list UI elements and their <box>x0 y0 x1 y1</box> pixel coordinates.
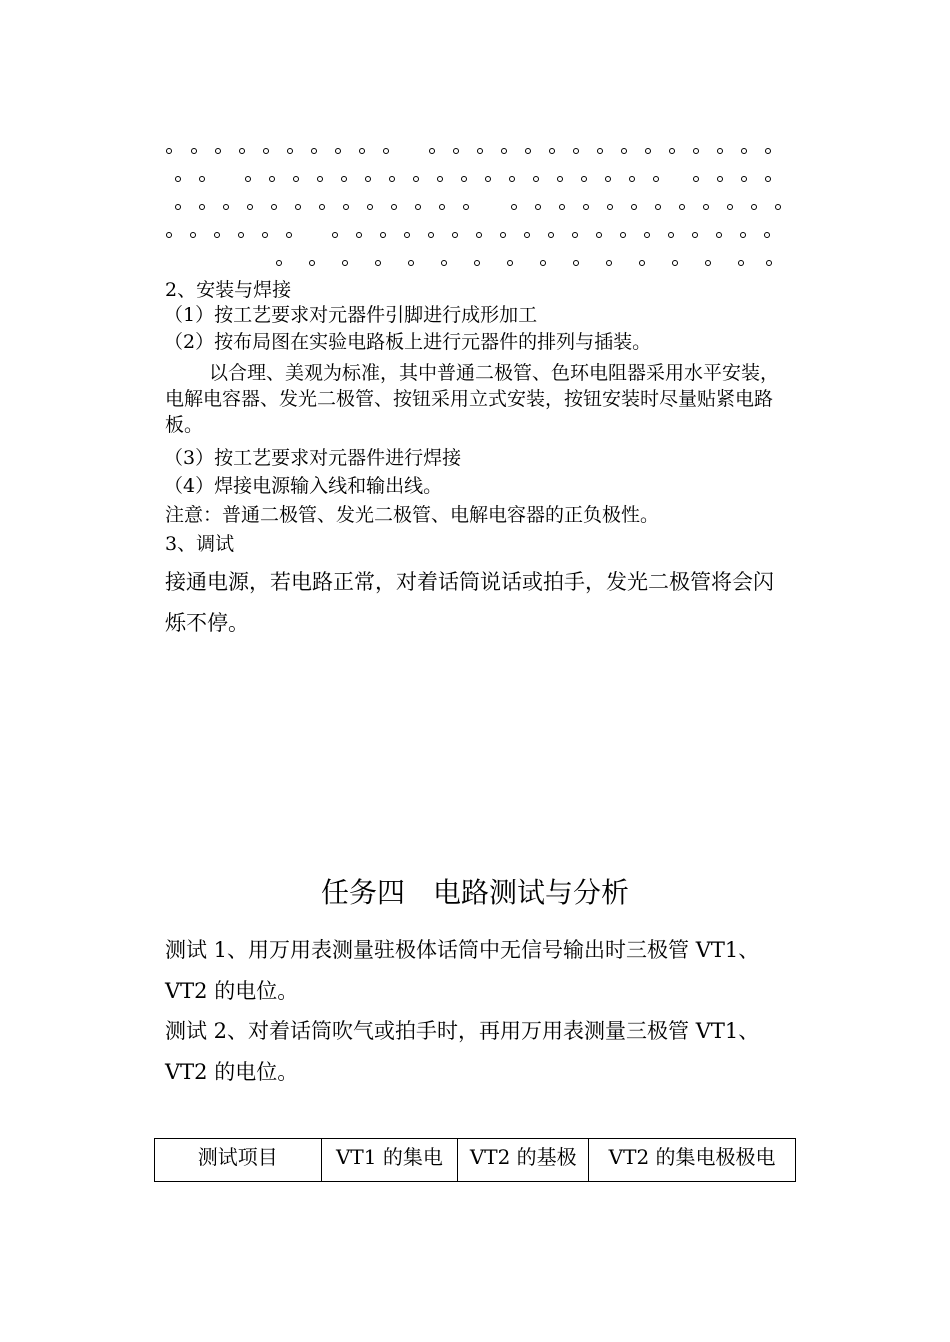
breadboard-hole <box>359 148 365 154</box>
breadboard-hole <box>692 232 698 238</box>
breadboard-hole <box>507 260 513 266</box>
breadboard-hole <box>335 148 341 154</box>
section-heading-debug: 3、调试 <box>165 533 235 555</box>
breadboard-hole <box>343 204 349 210</box>
breadboard-hole <box>705 260 711 266</box>
breadboard-hole <box>741 148 747 154</box>
step-2: （2）按布局图在实验电路板上进行元器件的排列与插装。 <box>164 331 652 353</box>
breadboard-hole <box>717 176 723 182</box>
breadboard-hole <box>191 148 197 154</box>
breadboard-hole <box>597 148 603 154</box>
breadboard-hole <box>215 148 221 154</box>
breadboard-hole <box>645 148 651 154</box>
breadboard-hole <box>389 176 395 182</box>
table-header-cell: VT1 的集电 <box>321 1139 458 1182</box>
breadboard-hole <box>441 260 447 266</box>
breadboard-hole <box>524 232 530 238</box>
breadboard-hole <box>428 232 434 238</box>
debug-paragraph: 接通电源，若电路正常，对着话筒说话或拍手，发光二极管将会闪烁不停。 <box>165 570 774 635</box>
breadboard-hole <box>549 148 555 154</box>
breadboard-hole <box>287 148 293 154</box>
breadboard-hole <box>452 232 458 238</box>
step-1: （1）按工艺要求对元器件引脚进行成形加工 <box>164 304 538 326</box>
breadboard-hole <box>383 148 389 154</box>
breadboard-hole <box>309 260 315 266</box>
breadboard-hole <box>741 176 747 182</box>
breadboard-hole <box>391 204 397 210</box>
breadboard-hole <box>501 148 507 154</box>
test-2-paragraph: 测试 2、对着话筒吹气或拍手时，再用万用表测量三极管 VT1、VT2 的电位。 <box>165 1019 760 1084</box>
breadboard-hole <box>166 232 172 238</box>
breadboard-hole <box>639 260 645 266</box>
breadboard-hole <box>311 148 317 154</box>
breadboard-hole <box>262 232 268 238</box>
breadboard-hole <box>477 148 483 154</box>
breadboard-hole <box>653 176 659 182</box>
dot-row <box>0 145 950 159</box>
breadboard-hole <box>286 232 292 238</box>
breadboard-hole <box>223 204 229 210</box>
breadboard-hole <box>620 232 626 238</box>
breadboard-hole <box>703 204 709 210</box>
breadboard-hole <box>319 204 325 210</box>
breadboard-hole <box>276 260 282 266</box>
breadboard-hole <box>607 204 613 210</box>
breadboard-hole <box>573 148 579 154</box>
breadboard-hole <box>439 204 445 210</box>
breadboard-hole <box>751 204 757 210</box>
breadboard-hole <box>596 232 602 238</box>
breadboard-hole <box>408 260 414 266</box>
breadboard-hole <box>214 232 220 238</box>
table-header-cell: 测试项目 <box>155 1139 322 1182</box>
breadboard-hole <box>404 232 410 238</box>
breadboard-hole <box>461 176 467 182</box>
breadboard-hole <box>341 176 347 182</box>
breadboard-hole <box>540 260 546 266</box>
breadboard-hole <box>295 204 301 210</box>
breadboard-hole <box>605 176 611 182</box>
breadboard-hole <box>765 176 771 182</box>
breadboard-hole <box>766 260 772 266</box>
breadboard-hole <box>332 232 338 238</box>
breadboard-hole <box>548 232 554 238</box>
breadboard-hole <box>525 148 531 154</box>
install-standard-text: 以合理、美观为标准，其中普通二极管、色环电阻器采用水平安装，电解电容器、发光二极管、按钮采用立式安装，按钮安装时尽量贴紧电路板。 <box>165 362 780 436</box>
breadboard-hole <box>655 204 661 210</box>
breadboard-hole <box>631 204 637 210</box>
breadboard-hole <box>269 176 275 182</box>
breadboard-hole <box>764 232 770 238</box>
breadboard-hole <box>429 148 435 154</box>
breadboard-hole <box>535 204 541 210</box>
breadboard-hole <box>629 176 635 182</box>
breadboard-hole <box>485 176 491 182</box>
breadboard-hole <box>668 232 674 238</box>
breadboard-hole <box>583 204 589 210</box>
breadboard-hole <box>765 148 771 154</box>
breadboard-hole <box>199 204 205 210</box>
step-3: （3）按工艺要求对元器件进行焊接 <box>164 447 462 469</box>
breadboard-hole <box>175 176 181 182</box>
install-standard-paragraph <box>165 360 790 438</box>
breadboard-hole <box>367 204 373 210</box>
breadboard-hole <box>190 232 196 238</box>
test-1-paragraph: 测试 1、用万用表测量驻极体话筒中无信号输出时三极管 VT1、VT2 的电位。 <box>165 938 760 1003</box>
breadboard-hole <box>453 148 459 154</box>
breadboard-hole <box>365 176 371 182</box>
breadboard-hole <box>740 232 746 238</box>
step-4: （4）焊接电源输入线和输出线。 <box>164 475 443 497</box>
breadboard-hole <box>437 176 443 182</box>
breadboard-hole <box>606 260 612 266</box>
breadboard-hole <box>573 260 579 266</box>
breadboard-hole <box>247 204 253 210</box>
breadboard-hole <box>621 148 627 154</box>
breadboard-hole <box>669 148 675 154</box>
breadboard-hole <box>263 148 269 154</box>
measurement-table <box>154 1138 796 1182</box>
breadboard-hole <box>511 204 517 210</box>
section-heading-install-solder: 2、安装与焊接 <box>165 279 292 301</box>
breadboard-hole <box>463 204 469 210</box>
breadboard-hole <box>317 176 323 182</box>
breadboard-hole <box>474 260 480 266</box>
dot-row <box>0 229 950 243</box>
breadboard-hole <box>679 204 685 210</box>
breadboard-hole <box>342 260 348 266</box>
polarity-note: 注意：普通二极管、发光二极管、电解电容器的正负极性。 <box>165 504 660 526</box>
breadboard-hole <box>375 260 381 266</box>
breadboard-hole <box>557 176 563 182</box>
breadboard-hole <box>415 204 421 210</box>
breadboard-hole <box>727 204 733 210</box>
breadboard-hole <box>559 204 565 210</box>
breadboard-hole <box>245 176 251 182</box>
breadboard-hole <box>380 232 386 238</box>
breadboard-hole <box>644 232 650 238</box>
breadboard-hole <box>738 260 744 266</box>
breadboard-hole <box>717 148 723 154</box>
breadboard-hole <box>716 232 722 238</box>
task-title: 任务四 电路测试与分析 <box>320 876 629 909</box>
breadboard-hole <box>672 260 678 266</box>
dot-row <box>0 173 950 187</box>
table-header-cell: VT2 的基极 <box>458 1139 589 1182</box>
dot-row <box>0 201 950 215</box>
breadboard-hole <box>693 176 699 182</box>
breadboard-hole <box>500 232 506 238</box>
breadboard-hole <box>239 148 245 154</box>
dot-row <box>0 257 950 271</box>
breadboard-hole <box>581 176 587 182</box>
breadboard-hole <box>693 148 699 154</box>
breadboard-hole <box>166 148 172 154</box>
breadboard-hole <box>533 176 539 182</box>
breadboard-hole <box>199 176 205 182</box>
breadboard-hole <box>572 232 578 238</box>
breadboard-hole <box>476 232 482 238</box>
table-header-row <box>155 1139 796 1182</box>
breadboard-hole <box>175 204 181 210</box>
table-header-cell: VT2 的集电极极电 <box>589 1139 796 1182</box>
breadboard-hole <box>509 176 515 182</box>
breadboard-hole <box>356 232 362 238</box>
breadboard-hole <box>413 176 419 182</box>
breadboard-hole <box>271 204 277 210</box>
breadboard-hole <box>293 176 299 182</box>
breadboard-hole <box>238 232 244 238</box>
breadboard-hole <box>775 204 781 210</box>
